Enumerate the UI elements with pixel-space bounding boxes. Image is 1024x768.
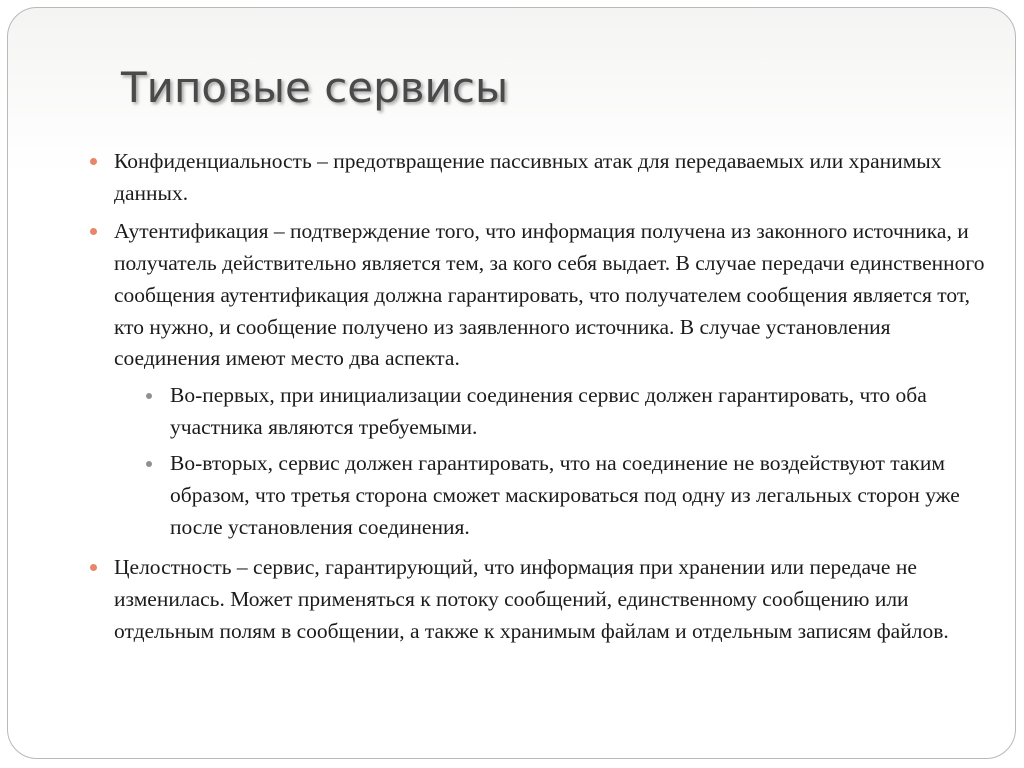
bullet-dot-icon [90, 564, 97, 571]
sub-bullet-item-second [114, 448, 995, 543]
bullet-list [90, 146, 995, 648]
bullet-item-authentication [90, 216, 995, 543]
sub-bullet-dot-icon [146, 461, 152, 467]
sub-bullet-dot-icon [146, 393, 152, 399]
bullet-dot-icon [90, 158, 97, 165]
bullet-item-integrity [90, 552, 995, 647]
slide-title: Типовые сервисы [121, 63, 509, 112]
bullet-text: Аутентификация – подтверждение того, что информация получена из законного источника, и получатель действительно является тем, за кого себя выдает. В случае передачи единственного сообщения аутентификация должна гарантировать, что получателем сообщения является тот, кто нужно, и сообщение получено из заявленного источника. В случае установления соединения имеют место два аспекта. [114, 219, 985, 371]
bullet-text: Конфиденциальность – предотвращение пассивных атак для передаваемых или хранимых данных. [114, 149, 942, 205]
sub-bullet-text: Во-первых, при инициализации соединения сервис должен гарантировать, что оба участника являются требуемыми. [170, 382, 927, 439]
bullet-dot-icon [90, 228, 97, 235]
slide [7, 7, 1016, 759]
bullet-text: Целостность – сервис, гарантирующий, что информация при хранении или передаче не изменилась. Может применяться к потоку сообщений, единственному сообщению или отдельным полям в сообщении, а также к хранимым файлам и отдельным записям файлов. [114, 555, 949, 643]
sub-bullet-item-first [114, 380, 995, 443]
bullet-item-confidentiality [90, 146, 995, 209]
slide-content [90, 146, 995, 655]
sub-bullet-text: Во-вторых, сервис должен гарантировать, что на соединение не воздействуют таким образом, что третья сторона сможет маскироваться под одну из легальных сторон уже после установления соединения. [170, 451, 960, 539]
sub-bullet-list [114, 380, 995, 544]
